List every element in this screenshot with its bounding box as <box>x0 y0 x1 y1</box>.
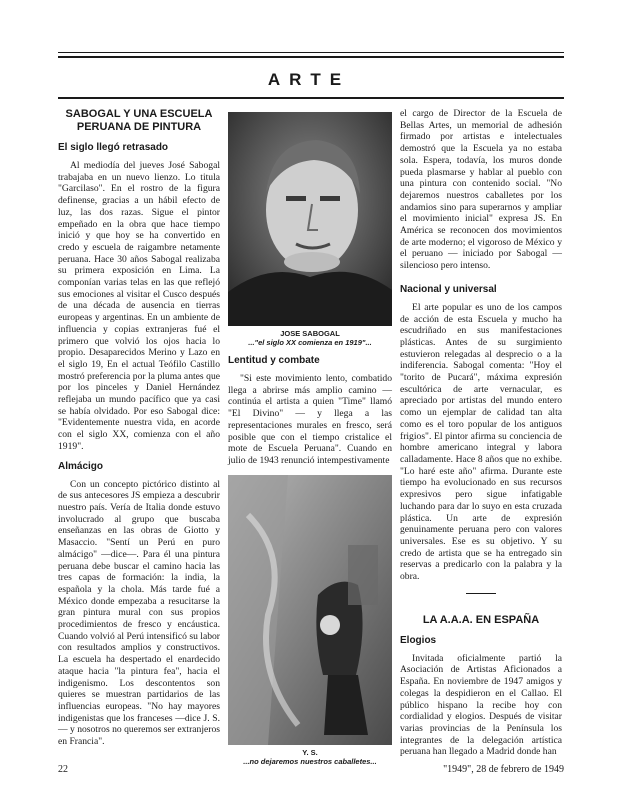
paragraph-continuation: el cargo de Director de la Escuela de Bellas Artes, un memorial de adhesión firmado por artistas e intelectuales demostró que la Escuela ya no estaba sola. Espera, todavía, los muros donde pueda plasmarse y hablar al pueblo con una pintura con contenido social. "No dejaremos nuestros caballetes por los andamios sino para superarnos y ampliar el movimiento inicial" expresa JS. En América se reconocen dos movimientos de arte moderno; el vigoroso de México y el peruano — iniciado por Sabogal — silencioso pero intenso. <box>400 108 562 272</box>
date-line: "1949", 28 de febrero de 1949 <box>443 764 564 775</box>
column-2 <box>228 108 392 766</box>
painter-illustration <box>228 475 392 745</box>
top-rule-thin <box>58 52 564 53</box>
title-rule <box>58 97 564 99</box>
paragraph-nacional: El arte popular es uno de los campos de acción de esta Escuela y mucho ha escudriñado en sus manifestaciones plásticas. Antes de su surgimiento estuvieron relegadas al desprecio o a la indiferencia. Sabogal comenta: "Hoy el "torito de Pucará", máxima expresión escultórica de arte vernacular, es apreciado por artistas del mundo entero como un ejemplar de calidad tan alta como es el toro popular de los antiguos frigios". El pintor afirma su conciencia de hombre americano integral y labora calladamente. Hace 8 años que no exhibe. "Lo haré este año" afirma. Durante este tiempo ha evolucionado en sus recursos expresivos pero sigue infatigable luchando para dar lo suyo en esta cruzada plástica. Un arte de expresión genuinamente peruana pero con valores universales. Ese es su objetivo. Y su credo de artista que se ha entregado sin reservas a predicarlo con la palabra y la obra. <box>400 301 562 583</box>
section-title: ARTE <box>267 70 351 89</box>
column-1 <box>58 108 220 748</box>
paragraph-lentitud: "Si este movimiento lento, combatido llega a abrirse más amplio camino — continúa el artista a quien "Time" llamó "El Divino" — y llega a las representaciones murales en fresco, será posible que con el tiempo cristalice el mote de Escuela Peruana". Cuando en julio de 1943 renunció intempestivamente <box>228 373 392 466</box>
article-headline: SABOGAL Y UNA ESCUELA PERUANA DE PINTURA <box>65 108 213 133</box>
paragraph-elogios: Invitada oficialmente partió la Asociación de Artistas Aficionados a España. En noviembre de 1947 amigos y colegas la despidieron en el Callao. El público hispano la recibe hoy con cordialidad y elogios. Después de visitar varias provincias de la Península los integrantes de la delegación artística peruana han llegado a Madrid donde han <box>400 652 562 758</box>
page-number: 22 <box>58 764 68 775</box>
column-3 <box>400 108 562 758</box>
paragraph-almacigo: Con un concepto pictórico distinto al de sus antecesores JS empieza a descubrir nuestro país. Vería de Italia donde estuvo involucrado al grupo que buscaba enseñanzas en las obras de Giotto y Masaccio. "Sentí un Perú en puro almácigo" —dice—. Para él una pintura peruana debe buscar el camino hacia las tres capas de formación: la india, la española y la chola. Más tarde fué a México donde empezaba a resucitarse la gran pintura mural con sus propios procedimientos de fresco y encáustica. Cuando volvió al Perú intensificó su labor con resultados amplios y constructivos. La escuela ha despertado el enardecido ataque hacia "la pintura fea", hacia el indigenismo. Los descontentos son quieres se muestran partidarios de las influencias europeas. "No hay mayores indigenistas que los franceses —dice J. S.— y nosotros no queremos ser extranjeros en Francia". <box>58 478 221 748</box>
portrait-caption: JOSE SABOGAL ..."el siglo XX comienza en 1919"... <box>248 329 372 347</box>
portrait-illustration <box>228 112 392 326</box>
article-divider <box>466 593 496 594</box>
paragraph-intro: Al mediodía del jueves José Sabogal trabajaba en un nuevo lienzo. Lo titula "Garcilaso". En el rostro de la figura definense, gracias a un hábil efecto de luz, las dos razas. Sigue el pintor empeñado en la obra que hace tiempo inició y que hoy se ha convertido en credo y escuela de raigambre netamente peruana. Hace 30 años Sabogal realizaba su primera exposición en Lima. La componían varias telas en las que reflejó sus emociones al visitar el Cusco después de una década de ausencia en tierras europeas y argentinas. En un ambiente de influencia y copias extranjeras fué el primero que volvió los ojos hacia lo propio. Desaparecidos Merino y Lazo en el siglo 19, En el actual Teófilo Castillo mostró preferencia por la pluma antes que por los pinceles y Daniel Hernández reflejaba un mundo pacífico que ya casi se había olvidado. Por eso Sabogal dice: "Evidentemente nuestra vida, en acorde con el siglo XX, comienza con el año 1919". <box>58 160 220 452</box>
subheading-siglo: El siglo llegó retrasado <box>58 142 169 153</box>
subheading-almacigo: Almácigo <box>58 460 104 472</box>
subheading-nacional: Nacional y universal <box>400 283 497 295</box>
subheading-elogios: Elogios <box>400 634 437 646</box>
top-rule-thick <box>58 56 564 58</box>
sabogal-portrait-photo <box>228 112 392 326</box>
article2-headline: LA A.A.A. EN ESPAÑA <box>422 613 540 626</box>
painter-at-work-photo <box>228 475 392 745</box>
subheading-lentitud: Lentitud y combate <box>228 355 320 366</box>
painter-caption: Y. S. ...no dejaremos nuestros caballetes... <box>243 747 377 766</box>
